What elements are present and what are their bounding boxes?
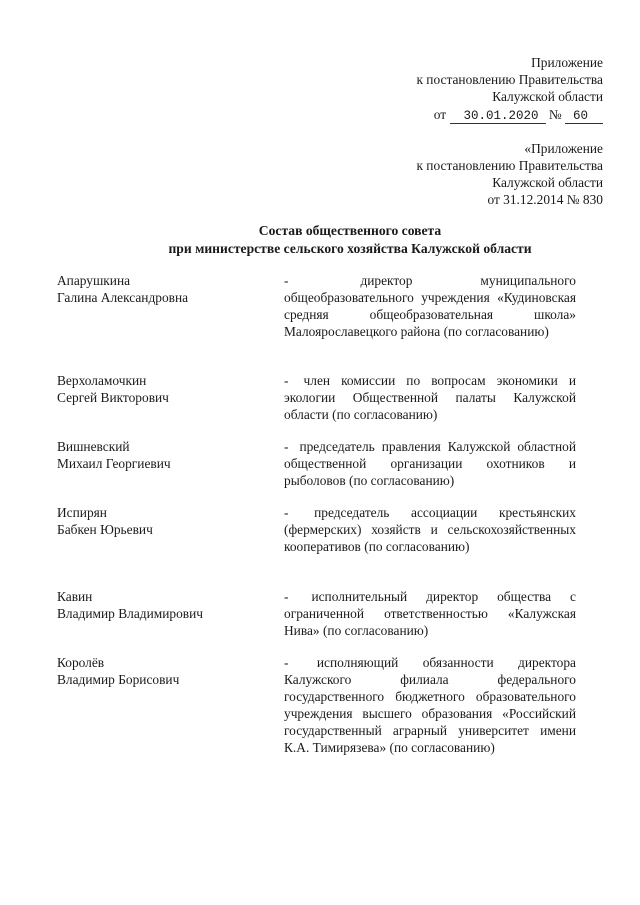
member-name <box>57 654 257 688</box>
date-number-line <box>303 106 603 124</box>
member-surname: Апарушкина <box>57 273 131 288</box>
previous-resolution-reference: к постановлению Правительства <box>416 158 603 173</box>
member-position-text: председатель правления Калужской областной общественной организации охотников и рыболовов (по согласованию) <box>284 439 576 488</box>
number-prefix: № <box>548 107 562 122</box>
member-position <box>284 504 576 555</box>
member-position-text: исполняющий обязанности директора Калужского филиала федерального государственного бюджетного образовательного учреждения высшего образования «Российский государственный аграрный университет имени К.А. Тимирязева» (по согласованию) <box>284 655 576 755</box>
member-surname: Королёв <box>57 655 105 670</box>
member-surname: Кавин <box>57 589 93 604</box>
member-position <box>284 438 576 489</box>
member-surname: Испирян <box>57 505 107 520</box>
member-position-text: председатель ассоциации крестьянских (фермерских) хозяйств и сельскохозяйственных кооперативов (по согласованию) <box>284 505 576 554</box>
member-position-text: исполнительный директор общества с ограниченной ответственностью «Калужская Нива» (по согласованию) <box>284 589 576 638</box>
member-name <box>57 272 257 306</box>
previous-region-name: Калужской области <box>492 175 603 190</box>
member-name <box>57 504 257 538</box>
resolution-date: 30.01.2020 <box>450 109 546 124</box>
member-position <box>284 272 576 340</box>
member-position-text: член комиссии по вопросам экономики и экологии Общественной палаты Калужской области (по согласованию) <box>284 373 576 422</box>
dash: - <box>284 439 289 454</box>
title-line-1: Состав общественного совета <box>258 223 442 238</box>
previous-appendix-label: «Приложение <box>524 141 603 156</box>
member-given-name: Владимир Борисович <box>57 672 180 687</box>
appendix-header <box>303 54 603 124</box>
date-prefix: от <box>433 107 447 122</box>
dash: - <box>284 373 289 388</box>
member-given-name: Галина Александровна <box>57 290 189 305</box>
member-position <box>284 372 576 423</box>
member-given-name: Михаил Георгиевич <box>57 456 171 471</box>
previous-resolution-date: от 31.12.2014 № 830 <box>487 192 603 207</box>
region-name: Калужской области <box>492 89 603 104</box>
appendix-label: Приложение <box>531 55 603 70</box>
resolution-reference: к постановлению Правительства <box>416 72 603 87</box>
previous-appendix-header <box>303 140 603 208</box>
dash: - <box>284 505 289 520</box>
document-title <box>0 222 640 258</box>
member-surname: Верхоламочкин <box>57 373 147 388</box>
member-position <box>284 654 576 756</box>
member-name <box>57 372 257 406</box>
member-surname: Вишневский <box>57 439 130 454</box>
member-given-name: Сергей Викторович <box>57 390 169 405</box>
title-line-2: при министерстве сельского хозяйства Калужской области <box>168 241 532 256</box>
dash: - <box>284 273 289 288</box>
member-name <box>57 588 257 622</box>
member-given-name: Бабкен Юрьевич <box>57 522 153 537</box>
dash: - <box>284 655 289 670</box>
resolution-number: 60 <box>565 109 603 124</box>
dash: - <box>284 589 289 604</box>
member-position <box>284 588 576 639</box>
member-position-text: директор муниципального общеобразовательного учреждения «Кудиновская средняя общеобразовательная школа» Малоярославецкого района (по согласованию) <box>284 273 576 339</box>
member-given-name: Владимир Владимирович <box>57 606 204 621</box>
member-name <box>57 438 257 472</box>
